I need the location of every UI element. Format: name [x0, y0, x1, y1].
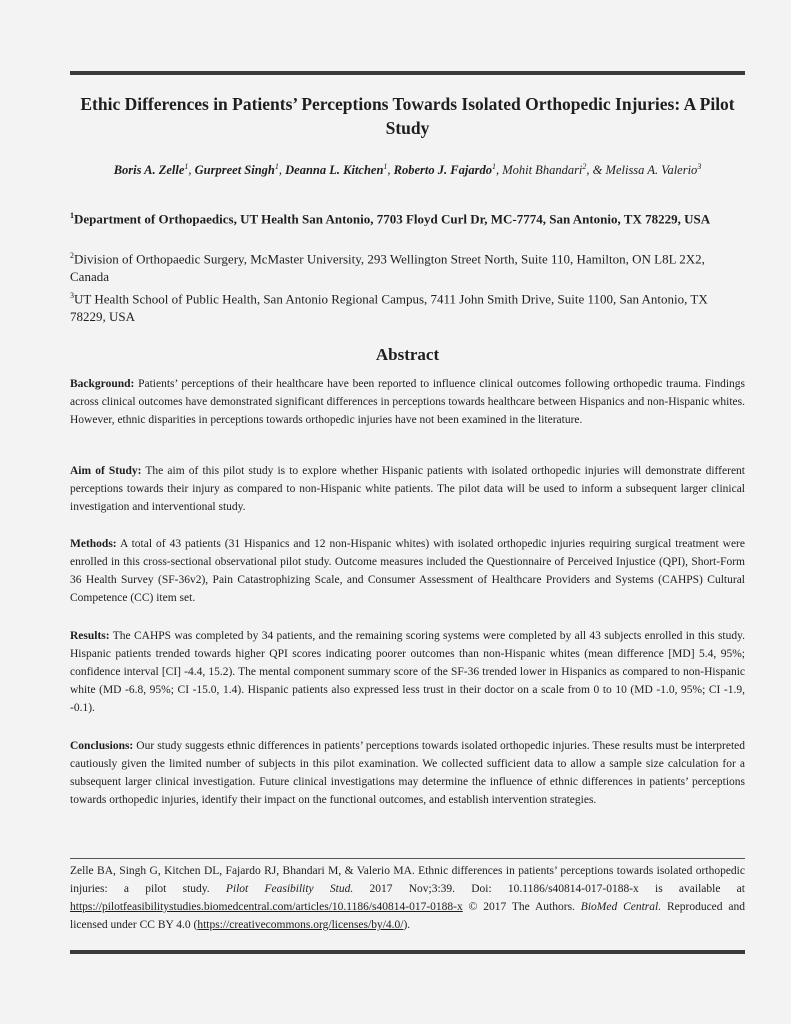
section-label: Results:: [70, 630, 110, 642]
article-link[interactable]: https://pilotfeasibilitystudies.biomedcentral.com/articles/10.1186/s40814-017-0188-x: [70, 901, 463, 913]
section-label: Conclusions:: [70, 740, 134, 752]
abstract-heading: Abstract: [375, 345, 440, 364]
abstract-background: Background: Patients’ perceptions of their healthcare have been reported to influence clinical outcomes following orthopedic trauma. Findings across clinical outcomes have demonstrated significant differences in perceptions towards healthcare between Hispanics and non-Hispanic whites. However, ethnic disparities in perceptions towards orthopedic injuries have not been examined in the literature.: [70, 378, 745, 426]
abstract-aim: Aim of Study: The aim of this pilot study is to explore whether Hispanic patients with isolated orthopedic injuries will demonstrate different perceptions towards their injury as compared to non-Hispanic white patients. The pilot data will be used to inform a subsequent larger clinical investigation and interventional study.: [70, 465, 745, 513]
author-name: Roberto J. Fajardo: [393, 163, 492, 178]
author-name: Boris A. Zelle: [113, 163, 185, 178]
section-label: Aim of Study:: [70, 465, 142, 477]
section-label: Methods:: [70, 538, 117, 550]
affiliation-1: $^1$Department of Orthopaedics, UT Health San Antonio, 7703 Floyd Curl Dr, MC-7774, San Antonio, TX 78229, USA: [70, 211, 711, 227]
author-name: Gurpreet Singh: [194, 163, 275, 178]
affiliation-3: $^3$UT Health School of Public Health, San Antonio Regional Campus, 7411 John Smith Drive, Suite 1100, San Antonio, TX 78229, USA: [70, 291, 708, 325]
author-name: Melissa A. Valerio: [605, 163, 698, 178]
abstract-conclusions: Conclusions: Our study suggests ethnic differences in patients’ perceptions towards isolated orthopedic injuries. These results must be interpreted cautiously given the limited number of subjects in this pilot examination. We collected sufficient data to allow a sample size calculation for a subsequent larger clinical investigation. Future clinical investigations may determine the influence of ethnic differences in patients’ perceptions towards orthopedic injuries, identify their impact on the functional outcomes, and establish intervention strategies.: [70, 740, 745, 806]
author-name: Deanna L. Kitchen: [285, 163, 384, 178]
author-name: Mohit Bhandari: [502, 163, 583, 178]
section-label: Background:: [70, 378, 135, 390]
author-list: Boris A. Zelle$^1$, Gurpreet Singh$^1$, Deanna L. Kitchen$^1$, Roberto J. Fajardo$^1$, Mohit Bhandari$^2$, & Melissa A. Valerio$^3$: [113, 162, 702, 178]
license-link[interactable]: https://creativecommons.org/licenses/by/4.0/: [197, 919, 404, 931]
citation: Zelle BA, Singh G, Kitchen DL, Fajardo RJ, Bhandari M, & Valerio MA. Ethnic differences in patients’ perceptions towards isolated orthopedic injuries: a pilot study. Pilot Feasibility Stud. 2017 Nov;3:39. Doi: 10.1186/s40814-017-0188-x is available at https://pilotfeasibilitystudies.biomedcentral.com/articles/10.1186/s40814-017-0188-x © 2017 The Authors. BioMed Central. Reproduced and licensed under CC BY 4.0 (https://creativecommons.org/licenses/by/4.0/).: [70, 865, 745, 931]
abstract-results: Results: The CAHPS was completed by 34 patients, and the remaining scoring systems were completed by all 43 subjects enrolled in this study. Hispanic patients trended towards higher QPI scores indicating poorer outcomes than non-Hispanic whites (mean difference [MD] 5.4, 95%; confidence interval [CI] -4.4, 15.2). The mental component summary score of the SF-36 trended lower in Hispanics as compared to non-Hispanic white (MD -6.8, 95%; CI -15.0, 1.4). Hispanic patients also expressed less trust in their doctor on a scale from 0 to 10 (MD -1.0, 95%; CI -1.9, -0.1).: [70, 630, 745, 714]
paper-title: Ethic Differences in Patients’ Perceptions Towards Isolated Orthopedic Injuries: A Pilot Study: [80, 94, 735, 138]
top-rule: [70, 71, 745, 75]
affiliation-2: $^2$Division of Orthopaedic Surgery, McMaster University, 293 Wellington Street North, Suite 110, Hamilton, ON L8L 2X2, Canada: [70, 251, 705, 285]
citation-divider: [70, 858, 745, 859]
abstract-methods: Methods: A total of 43 patients (31 Hispanics and 12 non-Hispanic whites) with isolated orthopedic injuries requiring surgical treatment were enrolled in this cross-sectional observational pilot study. Outcome measures included the Questionnaire of Perceived Injustice (QPI), Short-Form 36 Health Survey (SF-36v2), Pain Catastrophizing Scale, and Consumer Assessment of Healthcare Providers and Systems (CAHPS) Cultural Competence (CC) item set.: [70, 538, 745, 604]
bottom-rule: [70, 950, 745, 954]
